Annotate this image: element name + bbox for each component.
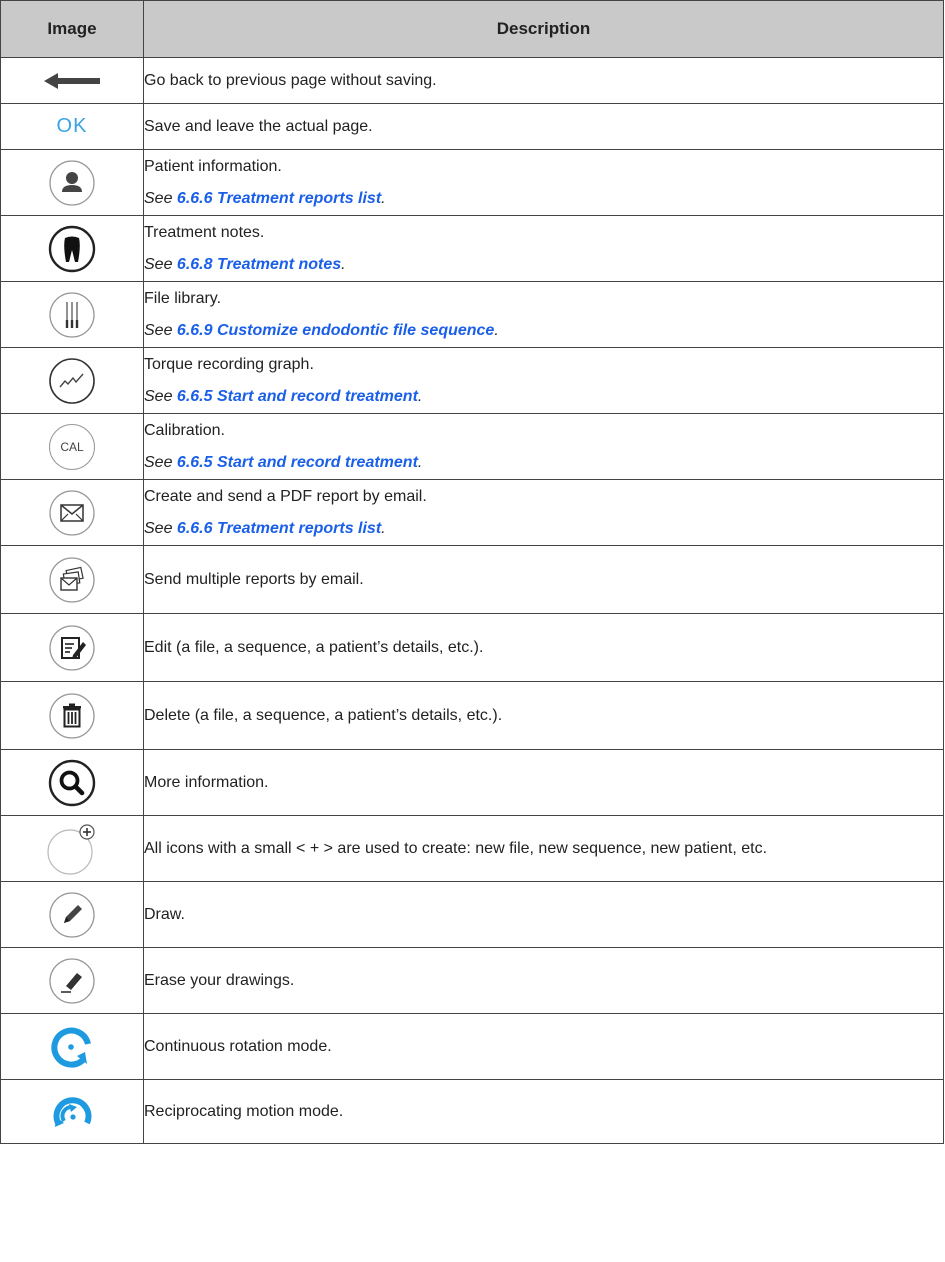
row-text: Reciprocating motion mode. bbox=[144, 1102, 344, 1120]
table-row bbox=[1, 682, 944, 750]
table-row bbox=[1, 816, 944, 882]
row-text: All icons with a small < + > are used to create: new file, new sequence, new patient, etc. bbox=[144, 839, 768, 857]
table-row bbox=[1, 480, 944, 546]
row-text: Torque recording graph. bbox=[144, 355, 314, 373]
reference-link[interactable]: 6.6.6 Treatment reports list bbox=[176, 519, 382, 537]
row-text: Continuous rotation mode. bbox=[144, 1037, 332, 1055]
row-text: More information. bbox=[144, 773, 269, 791]
row-text: Erase your drawings. bbox=[144, 971, 295, 989]
table-row bbox=[1, 58, 944, 104]
table-header-row bbox=[1, 1, 944, 58]
see-reference: See 6.6.6 Treatment reports list. bbox=[144, 519, 386, 537]
see-reference: See 6.6.5 Start and record treatment. bbox=[144, 387, 423, 405]
table-row bbox=[1, 414, 944, 480]
row-text: Draw. bbox=[144, 905, 185, 923]
row-text: Go back to previous page without saving. bbox=[144, 71, 437, 89]
table-row bbox=[1, 282, 944, 348]
table-row bbox=[1, 948, 944, 1014]
table-row bbox=[1, 1080, 944, 1144]
pencil-icon bbox=[47, 890, 97, 940]
table-row bbox=[1, 216, 944, 282]
reference-link[interactable]: 6.6.5 Start and record treatment bbox=[176, 453, 418, 471]
row-text: Calibration. bbox=[144, 421, 225, 439]
continuous-rotation-icon bbox=[47, 1022, 97, 1072]
see-reference: See 6.6.8 Treatment notes. bbox=[144, 255, 346, 273]
table-row bbox=[1, 150, 944, 216]
reference-link[interactable]: 6.6.9 Customize endodontic file sequence bbox=[176, 321, 495, 339]
file-library-icon bbox=[47, 290, 97, 340]
reference-link[interactable]: 6.6.8 Treatment notes bbox=[176, 255, 342, 273]
table-row bbox=[1, 1014, 944, 1080]
trash-icon bbox=[47, 691, 97, 741]
torque-graph-icon bbox=[47, 356, 97, 406]
row-text: Delete (a file, a sequence, a patient’s details, etc.). bbox=[144, 706, 503, 724]
multi-envelope-icon bbox=[47, 555, 97, 605]
row-text: Save and leave the actual page. bbox=[144, 117, 373, 135]
ok-text-icon: OK bbox=[56, 115, 88, 137]
see-reference: See 6.6.6 Treatment reports list. bbox=[144, 189, 386, 207]
magnifier-icon bbox=[47, 758, 97, 808]
row-text: Edit (a file, a sequence, a patient’s details, etc.). bbox=[144, 638, 484, 656]
eraser-icon bbox=[47, 956, 97, 1006]
envelope-icon bbox=[47, 488, 97, 538]
row-text: File library. bbox=[144, 289, 222, 307]
see-reference: See 6.6.9 Customize endodontic file sequence. bbox=[144, 321, 499, 339]
patient-icon bbox=[47, 158, 97, 208]
row-text: Send multiple reports by email. bbox=[144, 570, 364, 588]
edit-icon bbox=[47, 623, 97, 673]
row-text: Treatment notes. bbox=[144, 223, 265, 241]
reference-link[interactable]: 6.6.5 Start and record treatment bbox=[176, 387, 418, 405]
table-row bbox=[1, 614, 944, 682]
reference-link[interactable]: 6.6.6 Treatment reports list bbox=[176, 189, 382, 207]
header-description: Description bbox=[144, 1, 944, 58]
table-row bbox=[1, 104, 944, 150]
table-row bbox=[1, 882, 944, 948]
tooth-icon bbox=[47, 224, 97, 274]
table-row bbox=[1, 750, 944, 816]
table-row bbox=[1, 546, 944, 614]
add-plus-icon bbox=[42, 822, 102, 876]
calibration-icon: CAL bbox=[49, 424, 95, 470]
row-text: Create and send a PDF report by email. bbox=[144, 487, 427, 505]
see-reference: See 6.6.5 Start and record treatment. bbox=[144, 453, 423, 471]
header-image: Image bbox=[1, 1, 144, 58]
table-row bbox=[1, 348, 944, 414]
row-text: Patient information. bbox=[144, 157, 282, 175]
reciprocating-motion-icon bbox=[47, 1087, 97, 1137]
back-arrow-icon bbox=[42, 71, 102, 91]
